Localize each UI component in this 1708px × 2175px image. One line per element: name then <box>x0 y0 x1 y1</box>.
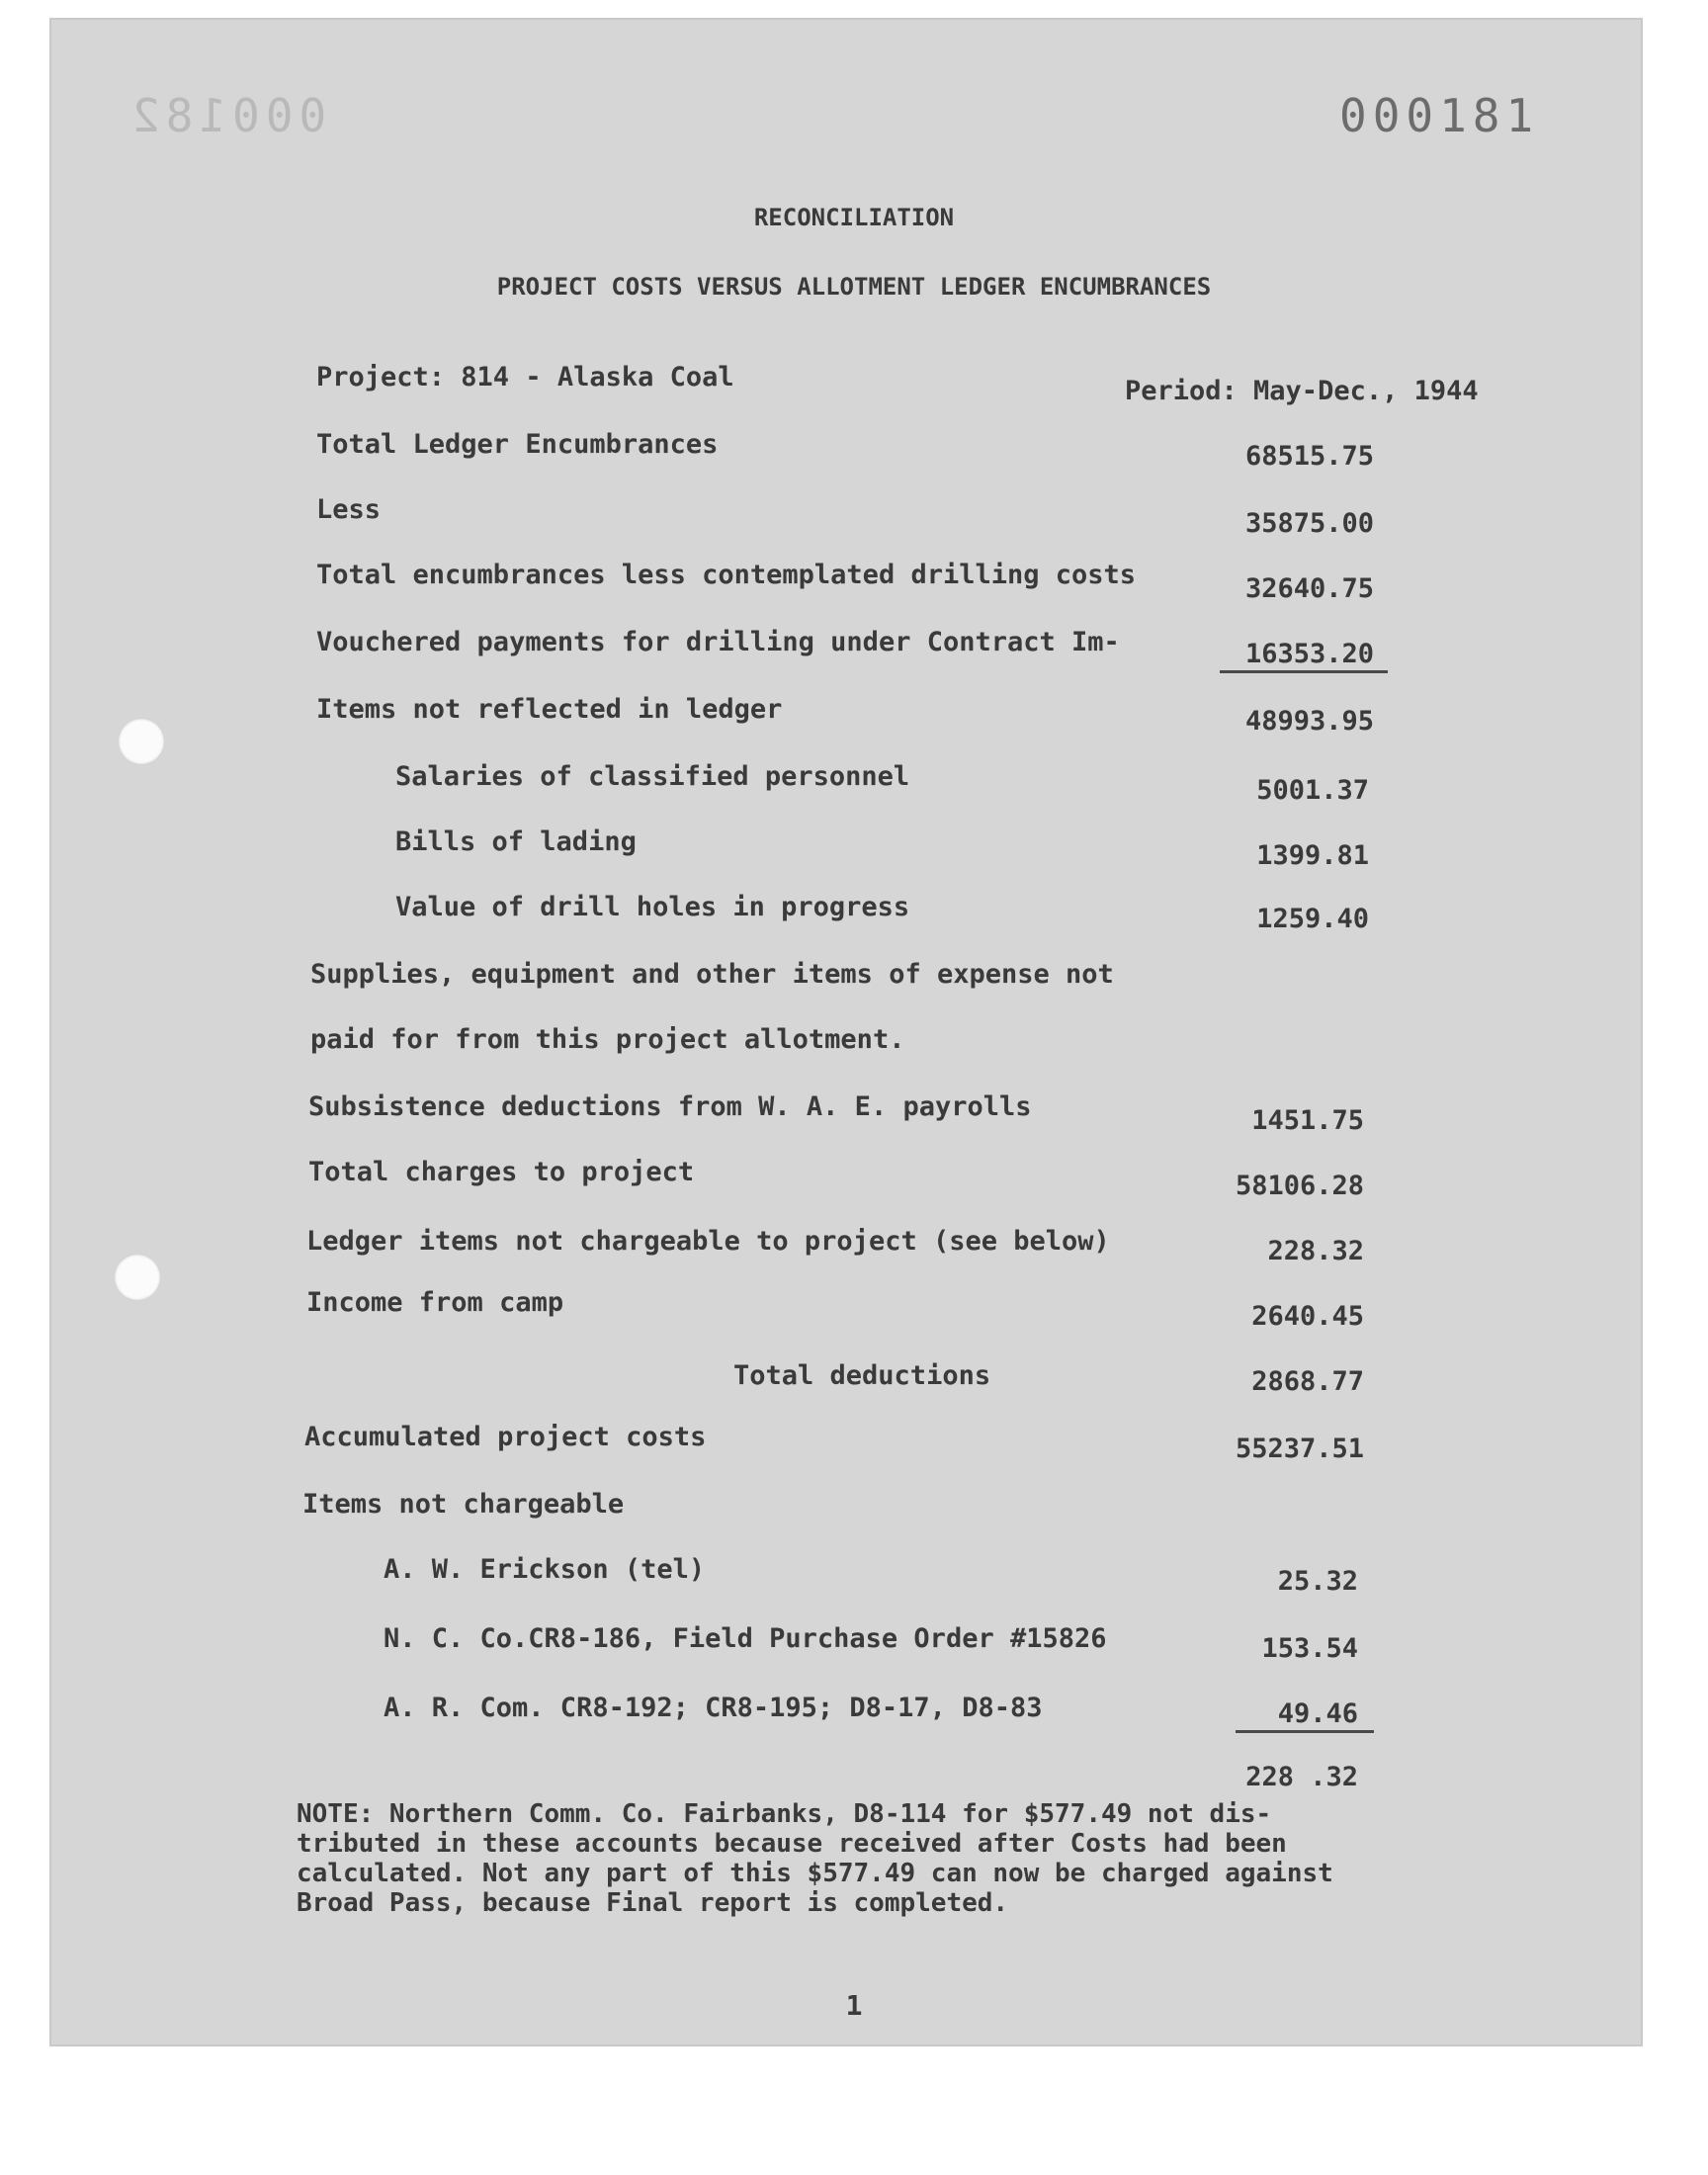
period-label: Period: May-Dec., 1944 <box>1125 376 1479 406</box>
line-amount: 2640.45 <box>1251 1301 1364 1332</box>
underline-rule <box>1220 670 1388 673</box>
line-amount: 35875.00 <box>1244 508 1374 539</box>
line-amount: 1451.75 <box>1251 1105 1364 1136</box>
line-label: Ledger items not chargeable to project (see below) <box>306 1226 1110 1257</box>
punch-hole <box>114 1254 161 1301</box>
line-label: Subsistence deductions from W. A. E. payrolls <box>308 1091 1032 1122</box>
line-label: Total encumbrances less contemplated drilling costs <box>316 560 1137 590</box>
line-label: A. W. Erickson (tel) <box>384 1554 706 1585</box>
document-number: 000181 <box>1339 89 1540 142</box>
project-label: Project: 814 - Alaska Coal <box>316 362 734 392</box>
line-amount: 32640.75 <box>1244 573 1374 604</box>
line-amount: 58106.28 <box>1235 1171 1364 1201</box>
note-paragraph: NOTE: Northern Comm. Co. Fairbanks, D8-114 for $577.49 not dis- tributed in these accounts because received after Costs had been calculated. Not any part of this $577.49 can now be charged against Broad Pass, because Final report is completed. <box>297 1799 1333 1918</box>
line-amount: 16353.20 <box>1244 639 1374 669</box>
line-label: N. C. Co.CR8-186, Field Purchase Order #15826 <box>384 1623 1107 1654</box>
line-label: Total deductions <box>733 1360 991 1391</box>
ghost-document-number: 000182 <box>127 89 327 142</box>
line-amount: 228.32 <box>1267 1236 1364 1266</box>
total-amount: 228 .32 <box>1245 1762 1358 1792</box>
line-label: Less <box>316 494 382 525</box>
line-label: A. R. Com. CR8-192; CR8-195; D8-17, D8-83 <box>384 1693 1043 1723</box>
line-label: Salaries of classified personnel <box>395 761 910 792</box>
line-label: Items not chargeable <box>302 1489 625 1520</box>
line-amount: 68515.75 <box>1244 441 1374 472</box>
document-title: RECONCILIATION <box>753 204 955 231</box>
line-label: Supplies, equipment and other items of expense not <box>310 959 1114 990</box>
line-amount: 49.46 <box>1277 1698 1358 1729</box>
document-subtitle: PROJECT COSTS VERSUS ALLOTMENT LEDGER ENCUMBRANCES <box>496 273 1212 301</box>
line-label: Income from camp <box>306 1287 564 1318</box>
line-label: Value of drill holes in progress <box>395 892 910 922</box>
line-amount: 1259.40 <box>1256 904 1369 934</box>
line-label: paid for from this project allotment. <box>310 1024 905 1055</box>
page-number: 1 <box>845 1989 863 2022</box>
line-amount: 2868.77 <box>1251 1366 1364 1397</box>
line-amount: 55237.51 <box>1235 1434 1364 1464</box>
underline-rule <box>1236 1730 1374 1733</box>
line-label: Accumulated project costs <box>304 1422 707 1452</box>
line-label: Bills of lading <box>395 826 637 857</box>
line-label: Vouchered payments for drilling under Contract Im- <box>316 627 1120 657</box>
line-amount: 1399.81 <box>1256 840 1369 871</box>
punch-hole <box>118 718 165 765</box>
line-amount: 5001.37 <box>1256 775 1369 806</box>
line-amount: 25.32 <box>1277 1566 1358 1597</box>
line-label: Items not reflected in ledger <box>316 694 783 725</box>
line-amount: 153.54 <box>1261 1633 1358 1664</box>
line-amount: 48993.95 <box>1244 706 1374 737</box>
line-label: Total Ledger Encumbrances <box>316 429 719 460</box>
line-label: Total charges to project <box>308 1157 695 1187</box>
